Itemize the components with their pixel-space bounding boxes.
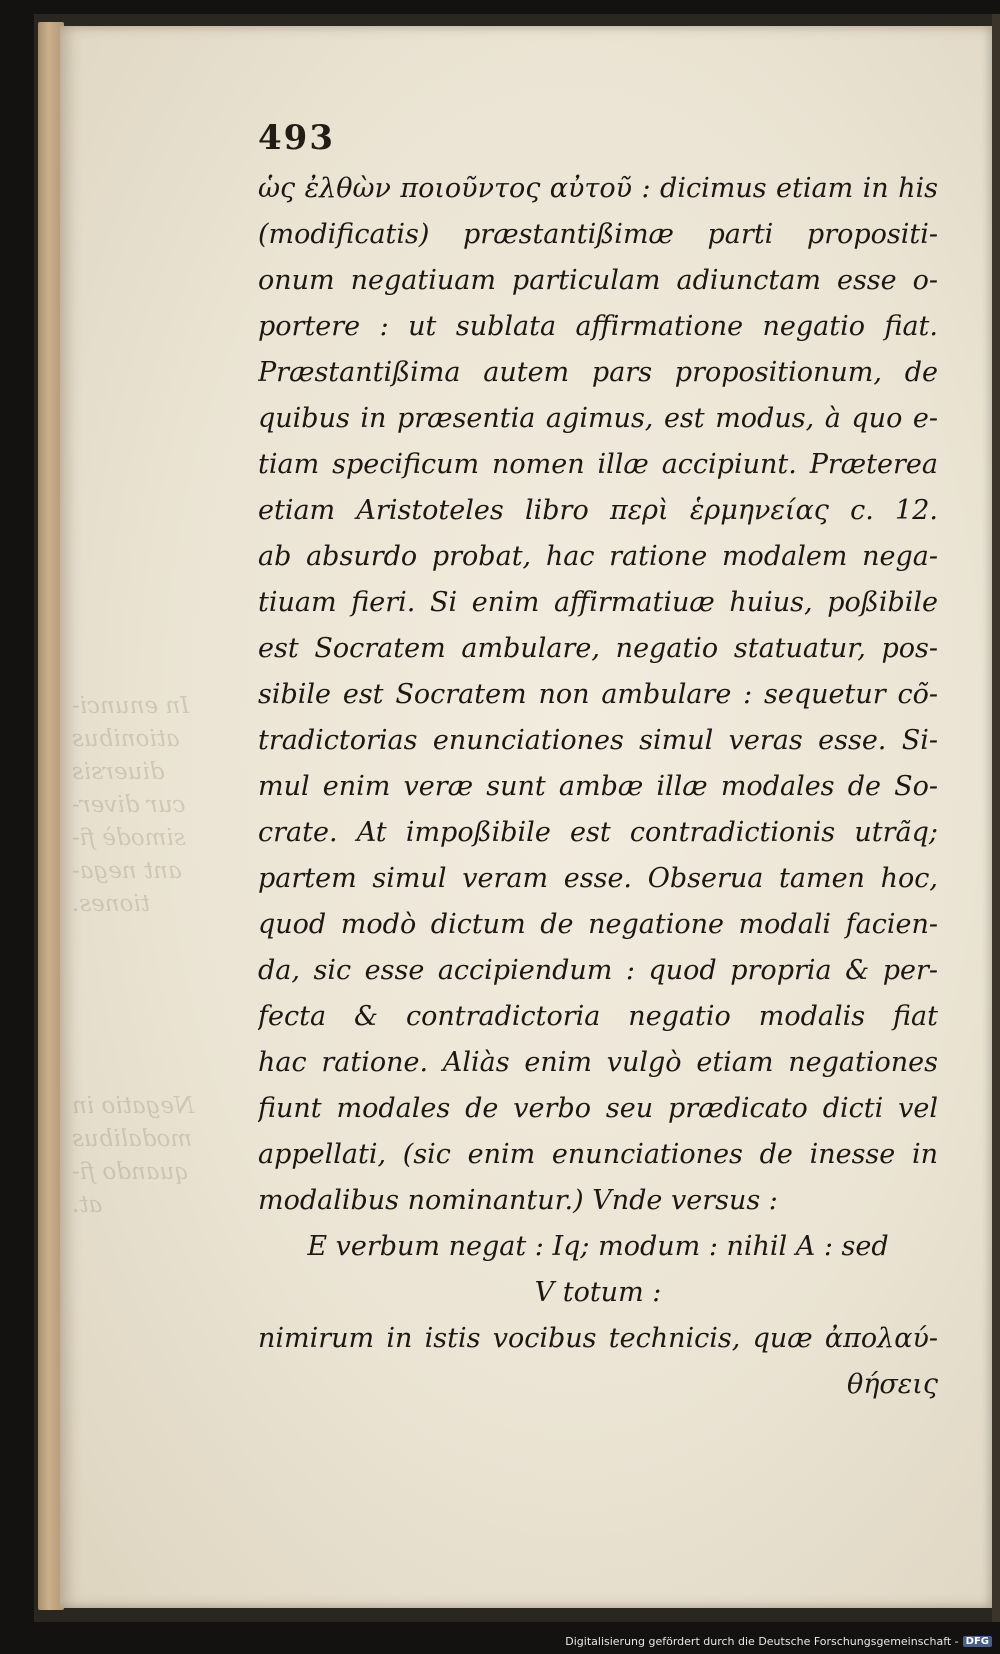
text-line: fiunt modales de verbo seu prædicato dicti vel — [258, 1093, 938, 1124]
text-line: quod modò dictum de negatione modali facien- — [258, 909, 938, 940]
text-line: appellati, (sic enim enunciationes de inesse in — [258, 1139, 938, 1170]
text-line: ab absurdo probat, hac ratione modalem nega- — [258, 541, 938, 572]
text-line: da, sic esse accipiendum : quod propria & per- — [258, 955, 938, 986]
text-line: tradictorias enunciationes simul veras esse. Si- — [258, 725, 938, 756]
text-line: fecta & contradictoria negatio modalis fiat — [258, 1001, 938, 1032]
book-spine-edge — [992, 14, 1000, 1622]
text-line: mul enim veræ sunt ambæ illæ modales de So- — [258, 771, 938, 802]
credit-text: Digitalisierung gefördert durch die Deutsche Forschungsgemeinschaft - — [565, 1635, 959, 1648]
text-line: Præstantißima autem pars propositionum, de — [258, 357, 938, 388]
text-line: (modificatis) præstantißimæ parti propositi- — [258, 219, 938, 250]
text-line: tiuam fieri. Si enim affirmatiuæ huius, poßibile — [258, 587, 938, 618]
text-line: est Socratem ambulare, negatio statuatur, pos- — [258, 633, 938, 664]
verse-line: E verbum negat : Iq; modum : nihil A : sed — [307, 1231, 889, 1262]
page-number: 493 — [258, 118, 335, 158]
verse-line: V totum : — [534, 1277, 662, 1308]
text-line: etiam Aristoteles libro περὶ ἑρμηνείας c. 12. — [258, 495, 938, 526]
text-line: nimirum in istis vocibus technicis, quæ ἀπολαύ- — [258, 1323, 938, 1354]
text-line: partem simul veram esse. Obserua tamen hoc, — [258, 863, 938, 894]
show-through-text: Negatio in modalibus quando fi- at. — [72, 1093, 195, 1218]
dfg-logo: DFG — [963, 1636, 992, 1647]
text-line: onum negatiuam particulam adiunctam esse o- — [258, 265, 938, 296]
catchword: θήσεις — [846, 1369, 938, 1400]
text-line: sibile est Socratem non ambulare : sequetur cõ- — [258, 679, 938, 710]
text-line: hac ratione. Aliàs enim vulgò etiam negationes — [258, 1047, 938, 1078]
show-through-text: In enunci- ationibus diuersis cur diver- simodè fi- ant nega- tiones. — [72, 693, 190, 917]
text-line: ὡς ἐλθὼν ποιοῦντος αὐτοῦ : dicimus etiam in his — [258, 173, 938, 204]
text-line: portere : ut sublata affirmatione negatio fiat. — [258, 311, 938, 342]
text-line: modalibus nominantur.) Vnde versus : — [258, 1185, 778, 1216]
text-line: tiam specificum nomen illæ accipiunt. Præterea — [258, 449, 938, 480]
text-line: quibus in præsentia agimus, est modus, à quo e- — [258, 403, 938, 434]
text-line: crate. At impoßibile est contradictionis utrãq; — [258, 817, 938, 848]
digitization-credit — [565, 1635, 992, 1648]
